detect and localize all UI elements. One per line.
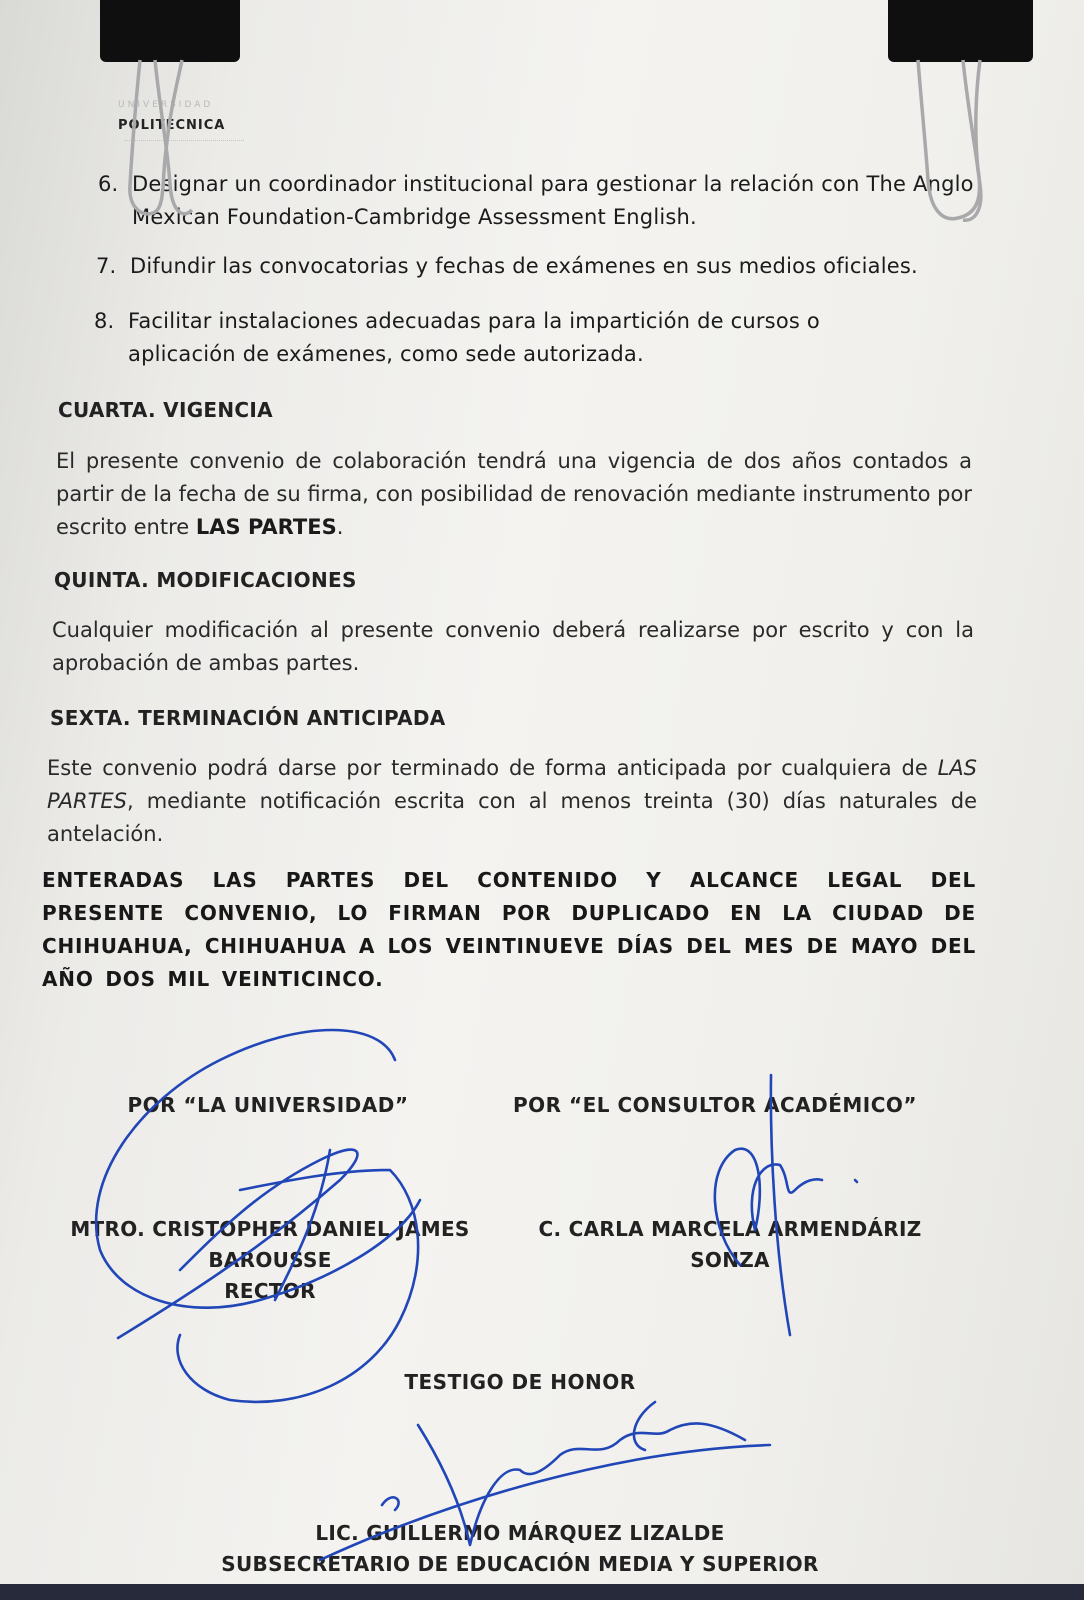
signatory-name: LIC. GUILLERMO MÁRQUEZ LIZALDE xyxy=(315,1521,725,1545)
clause-bold-parties: LAS PARTES xyxy=(195,515,337,539)
clause-text-sexta xyxy=(47,752,977,851)
clause-text: Este convenio podrá darse por terminado de forma anticipada por cualquiera de xyxy=(47,756,928,780)
signature-label-university: POR “LA UNIVERSIDAD” xyxy=(127,1093,409,1117)
clause-heading-sexta: SEXTA. TERMINACIÓN ANTICIPADA xyxy=(50,706,446,730)
clause-text-end: . xyxy=(336,515,344,539)
witness-label: TESTIGO DE HONOR xyxy=(404,1370,636,1394)
bottom-edge-strip xyxy=(0,1584,1084,1600)
clause-text: , mediante notificación escrita con al menos treinta (30) días naturales de antelación. xyxy=(47,789,977,846)
clause-text-quinta: Cualquier modificación al presente convenio deberá realizarse por escrito y con la aprobación de ambas partes. xyxy=(52,618,974,675)
binder-clip-left xyxy=(100,0,240,230)
list-item-text: Facilitar instalaciones adecuadas para la impartición de cursos o aplicación de exámenes, como sede autorizada. xyxy=(128,309,820,366)
clause-heading-quinta: QUINTA. MODIFICACIONES xyxy=(54,568,357,592)
signatory-witness xyxy=(200,1518,840,1580)
signatory-name: MTRO. CRISTOPHER DANIEL JAMES xyxy=(70,1217,470,1241)
list-item-number: 7. xyxy=(96,254,117,278)
signatory-consultant xyxy=(520,1214,940,1276)
logo-top-text: UNIVERSIDAD xyxy=(118,100,214,110)
signatory-title: SUBSECRETARIO DE EDUCACIÓN MEDIA Y SUPERIOR xyxy=(221,1552,819,1576)
binder-clip-right xyxy=(888,0,1033,230)
clause-text: El presente convenio de colaboración tendrá una vigencia de dos años contados a partir de la fecha de su firma, con posibilidad de renovación mediante instrumento por escrito entre xyxy=(56,449,972,539)
signatory-name: C. CARLA MARCELA ARMENDÁRIZ xyxy=(538,1217,922,1241)
list-item-number: 8. xyxy=(94,309,115,333)
signature-witness-stroke xyxy=(634,1402,655,1450)
list-item-text: Designar un coordinador institucional para gestionar la relación con The Anglo Mexican Foundation-Cambridge Assessment English. xyxy=(132,172,974,229)
logo-main-text: POLITÉCNICA xyxy=(118,118,226,133)
signatory-title: RECTOR xyxy=(224,1279,316,1303)
closing-statement: ENTERADAS LAS PARTES DEL CONTENIDO Y ALCANCE LEGAL DEL PRESENTE CONVENIO, LO FIRMAN POR DUPLICADO EN LA CIUDAD DE CHIHUAHUA, CHIHUAHUA A LOS VEINTINUEVE DÍAS DEL MES DE MAYO DEL AÑO DOS MIL VEINTICINCO. xyxy=(42,868,976,991)
signature-consultant-stroke xyxy=(855,1180,857,1182)
clause-italic-parties: LAS PARTES xyxy=(47,756,977,813)
signature-witness-stroke xyxy=(382,1497,399,1510)
clause-text-cuarta xyxy=(56,445,972,544)
signature-label-consultant: POR “EL CONSULTOR ACADÉMICO” xyxy=(512,1093,918,1117)
list-item-text: Difundir las convocatorias y fechas de exámenes en sus medios oficiales. xyxy=(130,254,918,278)
signatory-name-line2: SONZA xyxy=(690,1248,770,1272)
signatory-name-line2: BAROUSSE xyxy=(208,1248,332,1272)
clause-heading-cuarta: CUARTA. VIGENCIA xyxy=(58,398,273,422)
list-item-number: 6. xyxy=(98,172,119,196)
signatory-university xyxy=(60,1214,480,1307)
